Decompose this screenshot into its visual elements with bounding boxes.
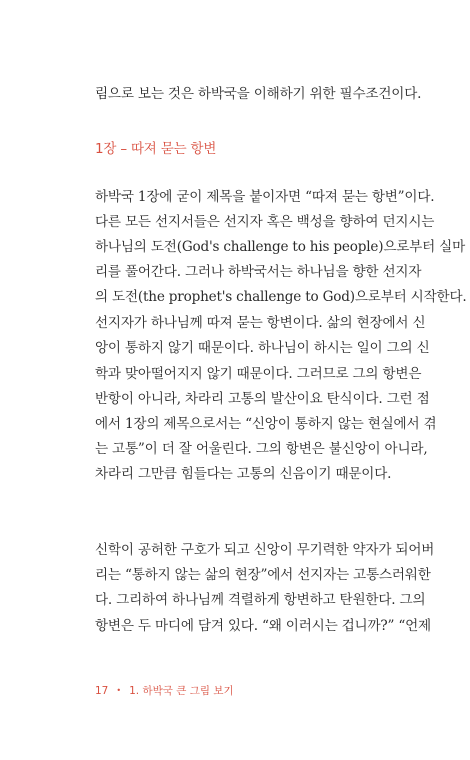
intro-line: 림으로 보는 것은 하박국을 이해하기 위한 필수조건이다.	[95, 86, 422, 102]
text-line: 반항이 아니라, 차라리 고통의 발산이요 탄식이다. 그런 점	[95, 391, 430, 407]
section-heading: 1장 – 따져 묻는 항변	[95, 141, 217, 157]
text-line: 신학이 공허한 구호가 되고 신앙이 무기력한 약자가 되어버	[95, 542, 435, 558]
text-line: 의 도전(the prophet's challenge to God)으로부터 시작한다.	[95, 289, 467, 305]
page-number: 17	[95, 685, 109, 697]
text-line: 다. 그리하여 하나님께 격렬하게 항변하고 탄원한다. 그의	[95, 592, 426, 608]
text-line: 하박국 1장에 굳이 제목을 붙이자면 “따져 묻는 항변”이다.	[95, 189, 435, 205]
text-line: 는 고통”이 더 잘 어울린다. 그의 항변은 불신앙이 아니라,	[95, 441, 428, 457]
text-line: 다른 모든 선지서들은 선지자 혹은 백성을 향하여 던지시는	[95, 214, 435, 230]
text-line: 앙이 통하지 않기 때문이다. 하나님이 하시는 일이 그의 신	[95, 340, 430, 356]
footer-separator: •	[116, 686, 122, 695]
text-line: 차라리 그만큼 힘들다는 고통의 신음이기 때문이다.	[95, 466, 392, 482]
text-line: 리를 풀어간다. 그러나 하박국서는 하나님을 향한 선지자	[95, 264, 422, 280]
page-footer	[95, 683, 234, 698]
text-line: 에서 1장의 제목으로서는 “신앙이 통하지 않는 현실에서 겪	[95, 416, 437, 432]
text-line: 학과 맞아떨어지지 않기 때문이다. 그러므로 그의 항변은	[95, 366, 422, 382]
text-line: 항변은 두 마디에 담겨 있다. “왜 이러시는 겁니까?” “언제	[95, 618, 431, 634]
text-line: 하나님의 도전(God's challenge to his people)으로부터 실마	[95, 239, 466, 255]
text-line: 리는 “통하지 않는 삶의 현장”에서 선지자는 고통스러워한	[95, 567, 431, 583]
chapter-title: 1. 하박국 큰 그림 보기	[129, 685, 234, 697]
text-line: 선지자가 하나님께 따져 묻는 항변이다. 삶의 현장에서 신	[95, 315, 426, 331]
